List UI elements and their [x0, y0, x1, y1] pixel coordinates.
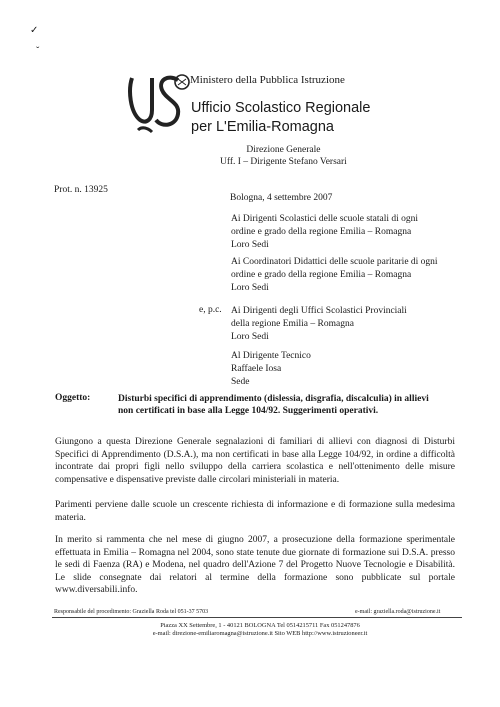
recipient-line: Sede	[231, 376, 250, 387]
direction-label: Direzione Generale	[246, 145, 321, 155]
ministry-logo-icon	[124, 70, 190, 136]
recipient-line: Loro Sedi	[231, 331, 269, 342]
recipient-line: della regione Emilia – Romagna	[231, 318, 354, 329]
recipient-line: Raffaele Iosa	[231, 363, 282, 374]
body-paragraph: Giungono a questa Direzione Generale segnalazioni di familiari di allievi con diagnosi di Disturbi Specifici di Apprendimento (D.S.A.), ma non certificati in base alla Legge 104/92, in ordine a difficoltà incontrate dai propri figli nello sviluppo della carriera scolastica e nell'ottenimento delle misure compensative e dispensative previste dalle circolari ministeriali in materia.	[55, 437, 455, 485]
recipient-line: Ai Dirigenti Scolastici delle scuole statali di ogni	[231, 214, 419, 224]
recipient-line: Ai Coordinatori Didattici delle scuole paritarie di ogni	[231, 257, 438, 267]
footer-responsible: Responsabile del procedimento: Graziella Roda tel 051-37 5703	[54, 609, 209, 615]
ministry-name: Ministero della Pubblica Istruzione	[190, 74, 345, 86]
subject-label: Oggetto:	[55, 393, 91, 403]
manager-label: Uff. I – Dirigente Stefano Versari	[220, 157, 347, 167]
recipient-block	[231, 256, 471, 294]
recipient-line: Al Dirigente Tecnico	[231, 351, 311, 361]
subject-line: non certificati in base alla Legge 104/92. Suggerimenti operativi.	[118, 406, 379, 416]
department-block	[220, 144, 347, 168]
footer-address	[80, 622, 440, 638]
office-title-line1: Ufficio Scolastico Regionale	[191, 100, 371, 116]
letter-date: Bologna, 4 settembre 2007	[230, 193, 333, 203]
protocol-number: Prot. n. 13925	[54, 185, 108, 195]
recipient-line: Ai Dirigenti degli Uffici Scolastici Provinciali	[231, 306, 407, 316]
recipient-block	[231, 305, 471, 343]
recipient-line: Loro Sedi	[231, 239, 269, 250]
footer-address-line: e-mail: direzione-emiliaromagna@istruzione.it Sito WEB http://www.istruzioneer.it	[152, 630, 368, 637]
footer-address-line: Piazza XX Settembre, 1 - 40121 BOLOGNA Tel 0514215711 Fax 051247876	[160, 622, 360, 629]
recipient-block	[231, 213, 471, 251]
recipient-block	[231, 350, 471, 388]
recipient-line: Loro Sedi	[231, 282, 269, 293]
office-title	[191, 99, 370, 137]
footer-email: e-mail: graziella.roda@istruzione.it	[355, 609, 441, 615]
recipient-line: ordine e grado della regione Emilia – Romagna	[231, 269, 412, 280]
scan-mark: ˇ	[36, 46, 40, 57]
body-paragraph: Parimenti perviene dalle scuole un crescente richiesta di informazione e di formazione sulla medesima materia.	[55, 500, 455, 523]
body-paragraph: In merito si rammenta che nel mese di giugno 2007, a prosecuzione della formazione sperimentale effettuata in Emilia – Romagna nel 2004, sono state tenute due giornate di formazione sui D.S.A. presso le sedi di Faenza (RA) e Modena, nel quadro dell'Azione 7 del Progetto Nuove Tecnologie e Disabilità. Le slide consegnate dai relatori al termine della formazione sono pubblicate sul portale www.diversabili.info.	[55, 535, 455, 595]
subject-line: Disturbi specifici di apprendimento (dislessia, disgrafia, discalculia) in allievi	[118, 394, 429, 404]
recipient-line: ordine e grado della regione Emilia – Romagna	[231, 226, 412, 237]
subject-text	[118, 393, 458, 417]
cc-label: e, p.c.	[199, 305, 222, 315]
scan-mark: ✓	[30, 25, 39, 36]
office-title-line2: per L'Emilia-Romagna	[191, 119, 334, 135]
